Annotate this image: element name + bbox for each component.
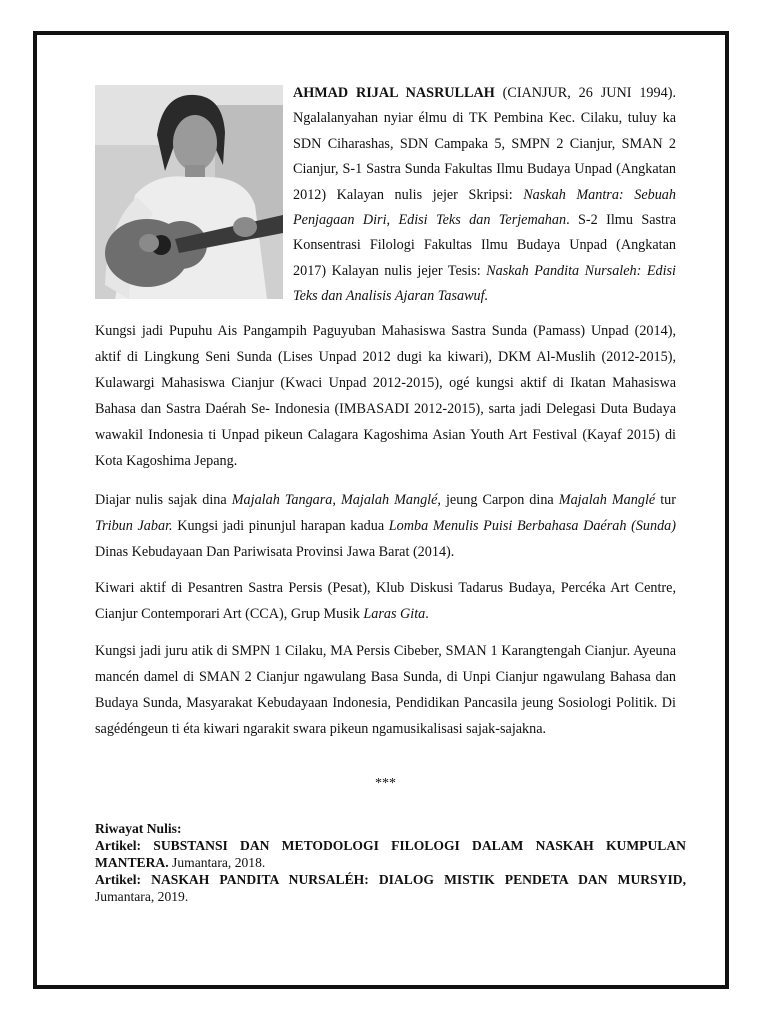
tesis-title: Naskah Pandita Nursaleh: Edisi Teks dan Analisis Ajaran Tasawuf. — [293, 262, 676, 305]
text-span: Laras Gita — [363, 606, 426, 622]
bio-paragraph-organizations: Kungsi jadi Pupuhu Ais Pangampih Paguyuban Mahasiswa Sastra Sunda (Pamass) Unpad (2014), aktif di Lingkung Seni Sunda (Lises Unpad 2012 dugi ka kiwari), DKM Al-Muslih (2012-2015), Kulawargi Mahasiswa Cianjur (Kwaci Unpad 2012-2015), ogé kungsi aktif di Ikatan Mahasiswa Bahasa dan Sastra Daérah Se- Indonesia (IMBASADI 2012-2015), sarta jadi Delegasi Duta Budaya wawakil Indonesia ti Unpad pikeun Calagara Kagoshima Asian Youth Art Festival (Kayaf 2015) di Kota Kagoshima Jepang. — [95, 323, 676, 469]
section-separator: *** — [375, 776, 396, 791]
text-span: Tribun Jabar. — [95, 518, 173, 534]
item-title: NASKAH PANDITA NURSALÉH: DIALOG MISTIK PENDETA DAN MURSYID, — [151, 872, 686, 887]
text-span: . — [425, 606, 429, 622]
author-photo — [95, 85, 283, 299]
item-label: Artikel: — [95, 838, 154, 853]
writing-history-item — [95, 871, 686, 905]
item-title: SUBSTANSI DAN METODOLOGI FILOLOGI DALAM NASKAH KUMPULAN MANTERA. — [95, 838, 686, 870]
text-span: Diajar nulis sajak dina — [95, 492, 232, 508]
text-span: Kiwari aktif di Pesantren Sastra Persis (Pesat), Klub Diskusi Tadarus Budaya, Percéka Art Centre, Cianjur Contemporari Art (CCA), Grup Musik — [95, 580, 676, 622]
text-span: Lomba Menulis Puisi Berbahasa Daérah (Sunda) — [388, 518, 676, 534]
writing-history-heading: Riwayat Nulis: — [95, 821, 182, 836]
skripsi-title: Naskah Mantra: Sebuah Penjagaan Diri, Edisi Teks dan Terjemahan — [293, 186, 676, 229]
author-playing-guitar-image — [95, 85, 283, 299]
text-span: tur — [655, 492, 677, 508]
text-span: jeung Carpon dina — [440, 492, 559, 508]
writing-history — [95, 820, 686, 905]
text-span: Kungsi jadi pinunjul harapan kadua — [172, 518, 389, 534]
item-source: Jumantara, 2019. — [95, 889, 189, 904]
bio-paragraph-activities — [95, 575, 676, 627]
bio-paragraph-career: Kungsi jadi juru atik di SMPN 1 Cilaku, MA Persis Cibeber, SMAN 1 Karangtengah Cianjur. Ayeuna mancén damel di SMAN 2 Cianjur ngawulang Basa Sunda, di Unpi Cianjur ngawulang Bahasa dan Budaya Sunda, Masyarakat Kebudayaan Indonesia, Pendidikan Pancasila jeung Sosiologi Politik. Di sagédéngeun ti éta kiwari ngarakit swara pikeun ngamusikalisasi sajak-sajakna. — [95, 643, 676, 737]
bio-intro — [293, 81, 676, 310]
author-name: AHMAD RIJAL NASRULLAH — [293, 85, 495, 101]
bio-paragraph-writing — [95, 487, 676, 565]
text-span: Dinas Kebudayaan Dan Pariwisata Provinsi Jawa Barat (2014). — [95, 544, 455, 560]
bio-intro-text-2: . S-2 Ilmu Sastra Konsentrasi Filologi Fakultas Ilmu Budaya Unpad (Angkatan 2017) Kalayan nulis jejer Tesis: — [293, 212, 676, 279]
item-label: Artikel: — [95, 872, 152, 887]
bio-intro-text-1: (CIANJUR, 26 JUNI 1994). Ngalalanyahan nyiar élmu di TK Pembina Kec. Cilaku, tuluy ka SDN Ciharashas, SDN Campaka 5, SMPN 2 Cianjur, SMAN 2 Cianjur, S-1 Sastra Sunda Fakultas Ilmu Budaya Unpad (Angkatan 2012) Kalayan nulis jejer Skripsi: — [293, 85, 676, 203]
text-span: Majalah Manglé — [558, 492, 656, 508]
text-span: Majalah Tangara, Majalah Manglé, — [231, 492, 441, 508]
writing-history-item — [95, 837, 686, 871]
item-source: Jumantara, 2018. — [168, 855, 266, 870]
